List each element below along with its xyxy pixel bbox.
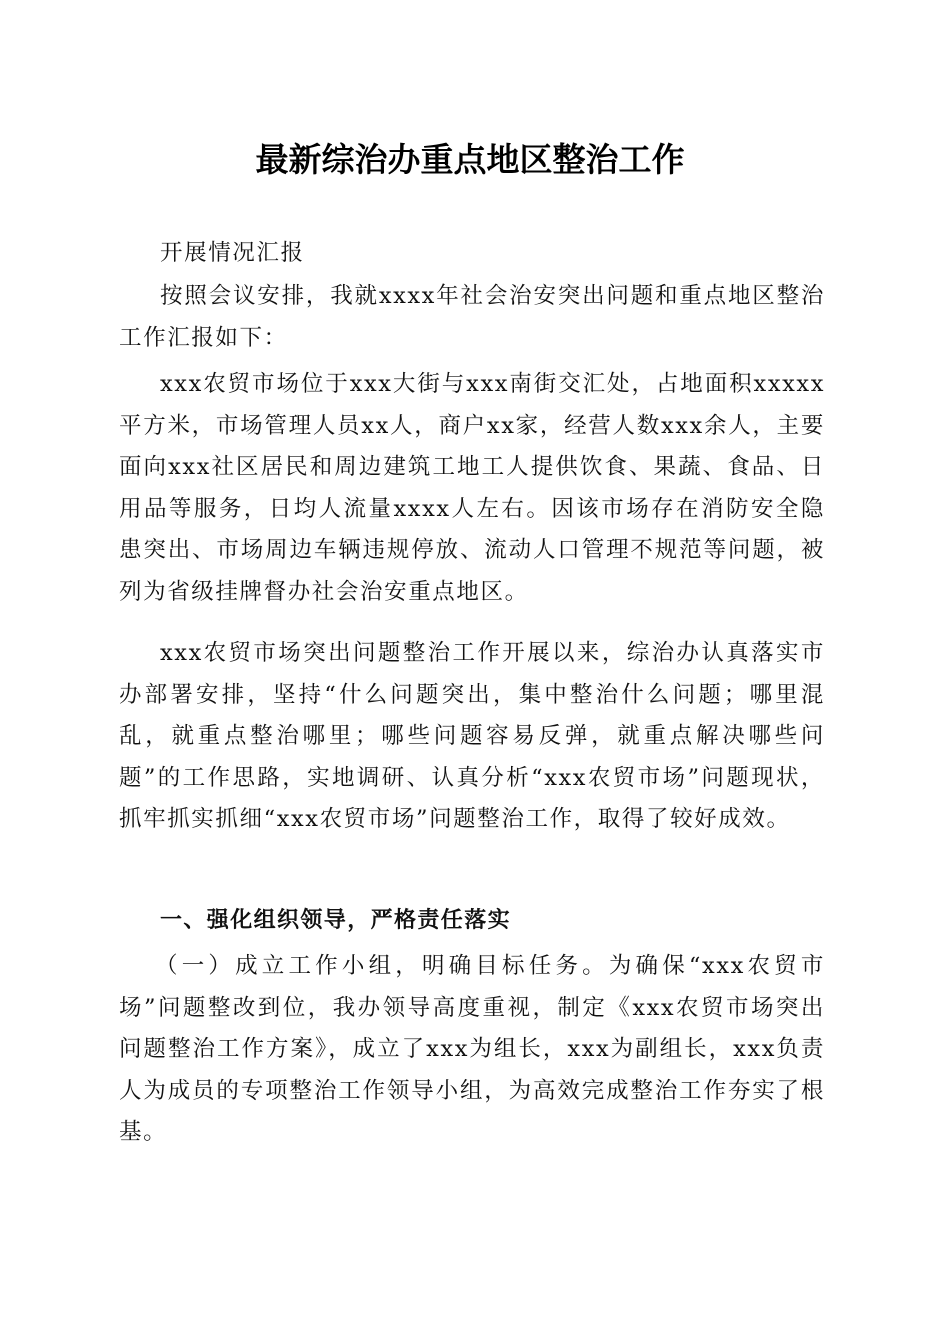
document-title: 最新综治办重点地区整治工作 [255, 140, 685, 179]
section-heading: 一、强化组织领导，严格责任落实 [160, 908, 512, 933]
paragraph-market-overview: xxx农贸市场位于xxx大街与xxx南街交汇处，占地面积xxxxx平方米，市场管理人员xx人，商户xx家，经营人数xxx余人，主要面向xxx社区居民和周边建筑工地工人提供饮食、果蔬、食品、日用品等服务，日均人流量xxxx人左右。因该市场存在消防安全隐患突出、市场周边车辆违规停放、流动人口管理不规范等问题，被列为省级挂牌督办社会治安重点地区。 [119, 371, 825, 605]
paragraph-report-label: 开展情况汇报 [160, 240, 305, 266]
paragraph-intro: 按照会议安排，我就xxxx年社会治安突出问题和重点地区整治工作汇报如下： [119, 283, 825, 351]
paragraph-work-progress: xxx农贸市场突出问题整治工作开展以来，综治办认真落实市办部署安排，坚持“什么问题突出，集中整治什么问题；哪里混乱，就重点整治哪里；哪些问题容易反弹，就重点解决哪些问题”的工作思路，实地调研、认真分析“xxx农贸市场”问题现状，抓牢抓实抓细“xxx农贸市场”问题整治工作，取得了较好成效。 [119, 640, 825, 833]
paragraph-working-group: （一）成立工作小组，明确目标任务。为确保“xxx农贸市场”问题整改到位，我办领导高度重视，制定《xxx农贸市场突出问题整治工作方案》，成立了xxx为组长，xxx为副组长，xxx负责人为成员的专项整治工作领导小组，为高效完成整治工作夯实了根基。 [119, 953, 825, 1146]
